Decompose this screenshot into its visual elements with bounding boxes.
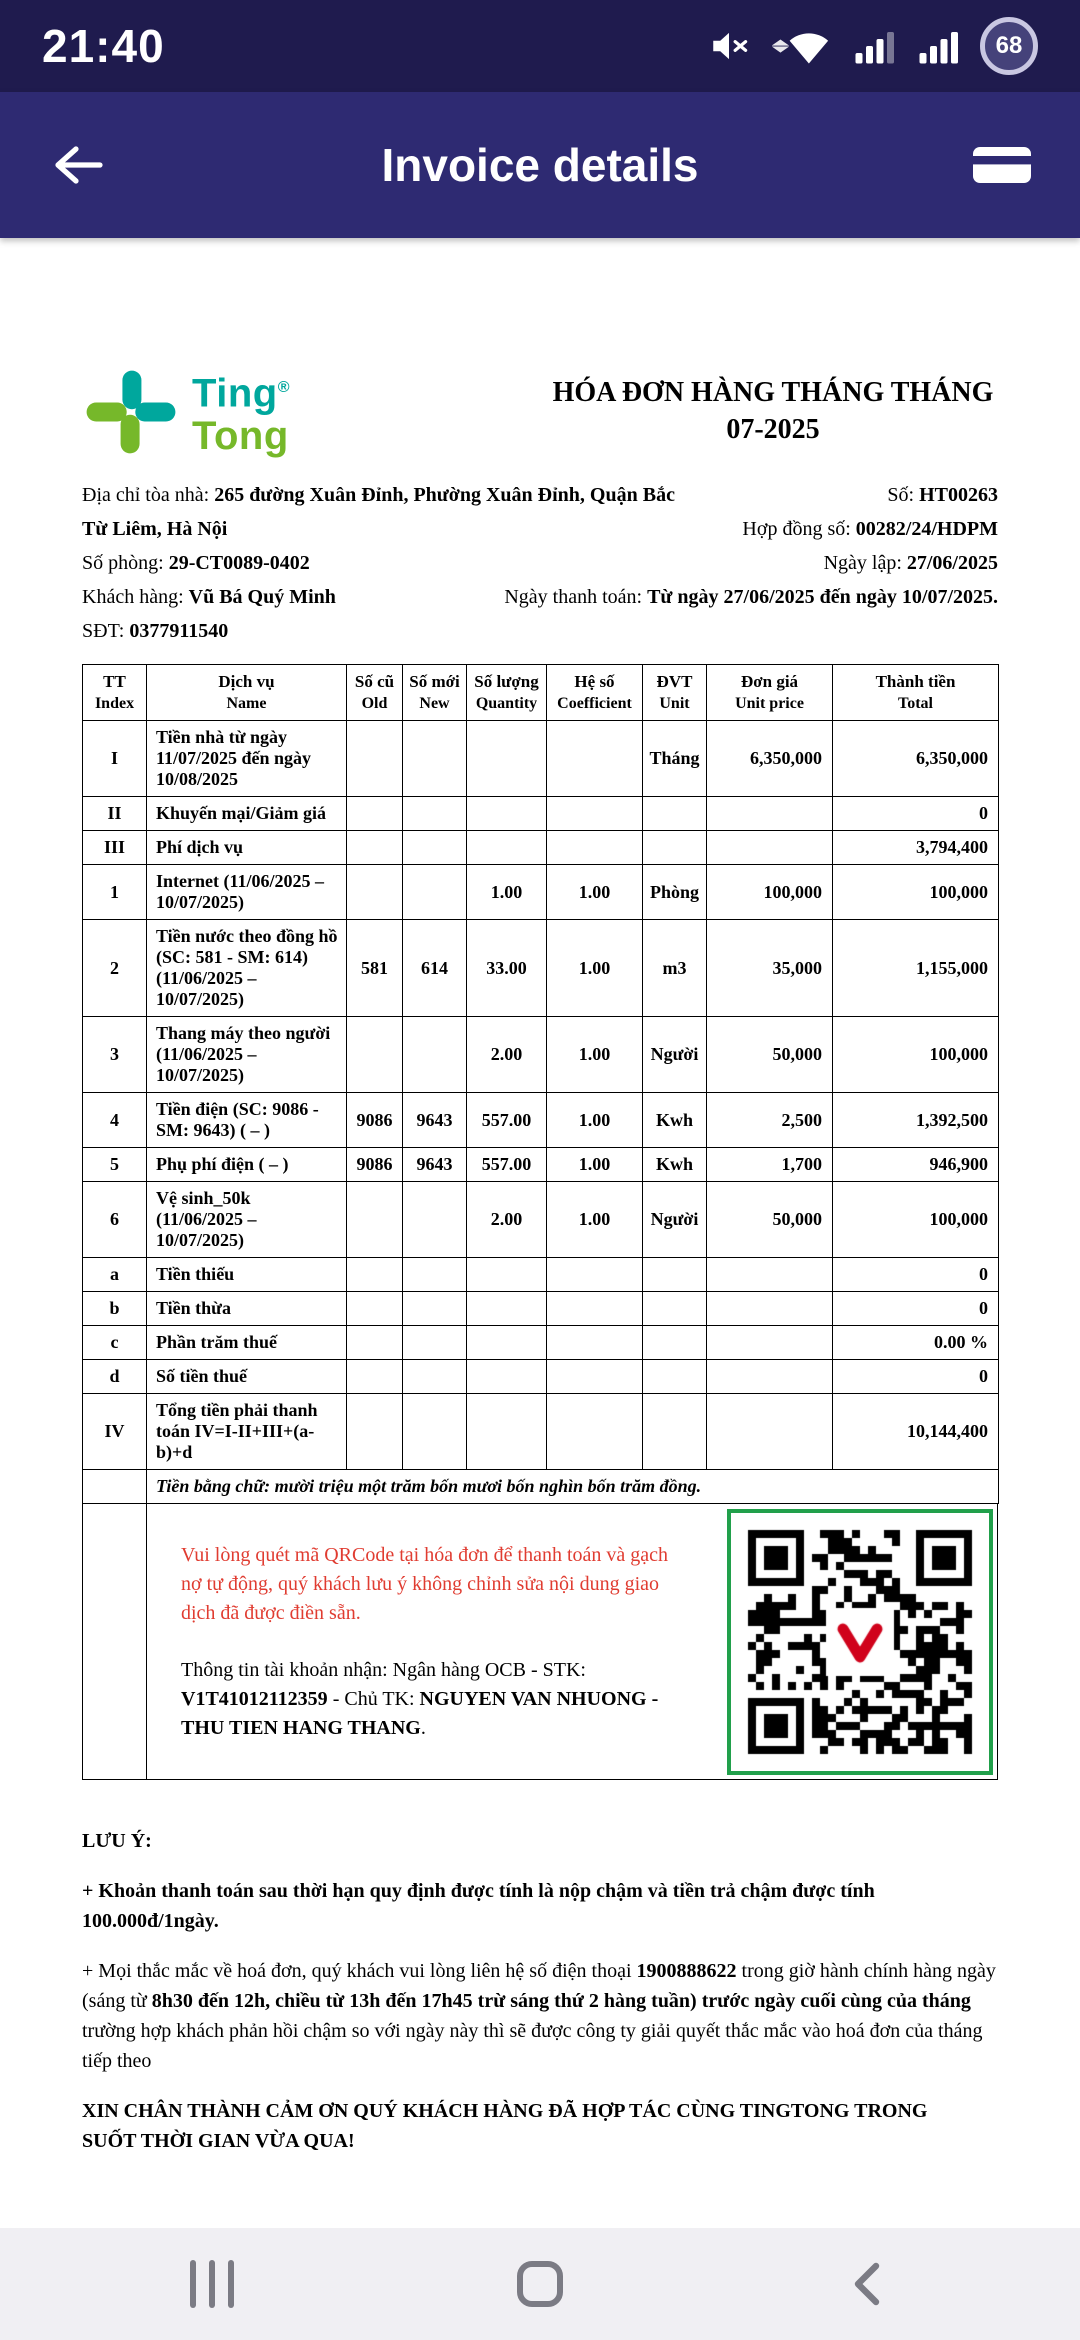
cell-coef: 1.00 bbox=[547, 865, 643, 920]
cell-qty bbox=[467, 721, 547, 797]
wifi-icon bbox=[772, 25, 830, 67]
cell-unit bbox=[643, 1394, 707, 1470]
cell-qty: 1.00 bbox=[467, 865, 547, 920]
registered-mark: ® bbox=[277, 379, 290, 397]
card-button[interactable] bbox=[954, 115, 1050, 215]
cell-index: c bbox=[83, 1326, 147, 1360]
qr-section-spacer bbox=[83, 1504, 147, 1779]
cell-new bbox=[403, 1326, 467, 1360]
cell-coef bbox=[547, 721, 643, 797]
cell-unit: Phòng bbox=[643, 865, 707, 920]
col-header-unit: ĐVT Unit bbox=[643, 665, 707, 721]
cell-new bbox=[403, 1394, 467, 1470]
nav-back-button[interactable] bbox=[830, 2246, 906, 2322]
cell-qty bbox=[467, 1258, 547, 1292]
cell-unit bbox=[643, 1292, 707, 1326]
col-header-new: Số mới New bbox=[403, 665, 467, 721]
cell-index: 5 bbox=[83, 1148, 147, 1182]
cell-unit bbox=[643, 1360, 707, 1394]
cell-old bbox=[347, 797, 403, 831]
cell-old: 581 bbox=[347, 920, 403, 1017]
cell-qty: 557.00 bbox=[467, 1093, 547, 1148]
cell-name: Tiền thiếu bbox=[147, 1258, 347, 1292]
cell-index: 1 bbox=[83, 865, 147, 920]
cell-coef bbox=[547, 1394, 643, 1470]
cell-qty bbox=[467, 831, 547, 865]
table-row bbox=[83, 865, 999, 920]
cell-price bbox=[707, 797, 833, 831]
col-header-total: Thành tiền Total bbox=[833, 665, 999, 721]
invoice-number-line: Số: HT00263 bbox=[887, 484, 998, 506]
customer-line: Khách hàng: Vũ Bá Quý Minh bbox=[82, 586, 336, 608]
cell-old: 9086 bbox=[347, 1148, 403, 1182]
cell-old bbox=[347, 1017, 403, 1093]
battery-indicator bbox=[980, 17, 1038, 75]
cell-index: 4 bbox=[83, 1093, 147, 1148]
cell-qty: 2.00 bbox=[467, 1182, 547, 1258]
chevron-left-icon bbox=[848, 2260, 888, 2308]
status-bar bbox=[0, 0, 1080, 92]
cell-old bbox=[347, 831, 403, 865]
cell-unit: Tháng bbox=[643, 721, 707, 797]
cell-total: 100,000 bbox=[833, 865, 999, 920]
cell-price: 2,500 bbox=[707, 1093, 833, 1148]
cell-old bbox=[347, 721, 403, 797]
cell-new: 9643 bbox=[403, 1093, 467, 1148]
invoice-document[interactable] bbox=[0, 238, 1080, 2236]
cell-unit: Kwh bbox=[643, 1093, 707, 1148]
cell-price: 100,000 bbox=[707, 865, 833, 920]
cell-old: 9086 bbox=[347, 1093, 403, 1148]
note-hotline: + Mọi thắc mắc về hoá đơn, quý khách vui lòng liên hệ số điện thoại 1900888622 trong giờ hành chính hàng ngày (sáng từ 8h30 đến 12h, chiều từ 13h đến 17h45 trừ sáng thứ 2 hàng tuần) trước ngày cuối cùng của tháng trường hợp khách phản hồi chậm so với ngày này thì sẽ được công ty giải quyết thắc mắc vào hoá đơn của tháng tiếp theo bbox=[82, 1960, 996, 2072]
cell-new bbox=[403, 1360, 467, 1394]
cell-price bbox=[707, 1258, 833, 1292]
qr-section-texts bbox=[147, 1504, 727, 1779]
recents-button[interactable] bbox=[174, 2246, 250, 2322]
invoice-table bbox=[82, 664, 999, 1504]
cell-unit bbox=[643, 1326, 707, 1360]
cell-total: 100,000 bbox=[833, 1017, 999, 1093]
signal-icon-sim1 bbox=[852, 25, 894, 67]
cell-total: 100,000 bbox=[833, 1182, 999, 1258]
notes-section bbox=[82, 1826, 998, 2156]
cell-new bbox=[403, 831, 467, 865]
invoice-info bbox=[82, 478, 998, 648]
cell-name: Tiền nước theo đồng hồ (SC: 581 - SM: 614) (11/06/2025 – 10/07/2025) bbox=[147, 920, 347, 1017]
qr-code-canvas bbox=[740, 1522, 980, 1762]
cell-old bbox=[347, 1292, 403, 1326]
account-info: Thông tin tài khoản nhận: Ngân hàng OCB - STK: V1T41012112359 - Chủ TK: NGUYEN VAN NHUONG - THU TIEN HANG THANG. bbox=[181, 1658, 659, 1739]
cell-index: b bbox=[83, 1292, 147, 1326]
cell-old bbox=[347, 1394, 403, 1470]
table-row bbox=[83, 831, 999, 865]
cell-qty: 33.00 bbox=[467, 920, 547, 1017]
cell-coef bbox=[547, 1326, 643, 1360]
status-icons bbox=[708, 17, 1038, 75]
card-icon bbox=[970, 140, 1034, 190]
cell-coef bbox=[547, 1360, 643, 1394]
cell-total: 946,900 bbox=[833, 1148, 999, 1182]
cell-price bbox=[707, 1292, 833, 1326]
cell-unit: Người bbox=[643, 1017, 707, 1093]
cell-price bbox=[707, 1394, 833, 1470]
cell-new bbox=[403, 1292, 467, 1326]
status-time: 21:40 bbox=[42, 20, 165, 72]
cell-price bbox=[707, 1360, 833, 1394]
cell-index: IV bbox=[83, 1394, 147, 1470]
cell-total: 0 bbox=[833, 797, 999, 831]
cell-coef bbox=[547, 831, 643, 865]
table-row bbox=[83, 1394, 999, 1470]
col-header-qty: Số lượng Quantity bbox=[467, 665, 547, 721]
cell-index: III bbox=[83, 831, 147, 865]
cell-total: 0 bbox=[833, 1292, 999, 1326]
cell-coef bbox=[547, 1258, 643, 1292]
cell-qty bbox=[467, 1326, 547, 1360]
table-row bbox=[83, 1017, 999, 1093]
table-row bbox=[83, 1148, 999, 1182]
recents-icon bbox=[190, 2260, 234, 2308]
cell-new bbox=[403, 1258, 467, 1292]
cell-new bbox=[403, 1182, 467, 1258]
cell-name: Internet (11/06/2025 – 10/07/2025) bbox=[147, 865, 347, 920]
cell-old bbox=[347, 865, 403, 920]
cell-coef: 1.00 bbox=[547, 1182, 643, 1258]
table-header-row bbox=[83, 665, 999, 721]
cell-price bbox=[707, 831, 833, 865]
cell-name: Tiền thừa bbox=[147, 1292, 347, 1326]
cell-total: 1,155,000 bbox=[833, 920, 999, 1017]
cell-price: 50,000 bbox=[707, 1182, 833, 1258]
cell-qty bbox=[467, 1360, 547, 1394]
cell-name: Vệ sinh_50k (11/06/2025 – 10/07/2025) bbox=[147, 1182, 347, 1258]
cell-coef: 1.00 bbox=[547, 1093, 643, 1148]
cell-index: I bbox=[83, 721, 147, 797]
table-row bbox=[83, 797, 999, 831]
cell-new: 614 bbox=[403, 920, 467, 1017]
cell-unit: Người bbox=[643, 1182, 707, 1258]
tingtong-logo-icon bbox=[82, 366, 180, 458]
cell-coef: 1.00 bbox=[547, 1017, 643, 1093]
cell-total: 0 bbox=[833, 1360, 999, 1394]
cell-name: Tổng tiền phải thanh toán IV=I-II+III+(a-b)+d bbox=[147, 1394, 347, 1470]
cell-coef: 1.00 bbox=[547, 1148, 643, 1182]
cell-index: a bbox=[83, 1258, 147, 1292]
cell-price bbox=[707, 1326, 833, 1360]
notes-heading: LƯU Ý: bbox=[82, 1830, 152, 1852]
home-button[interactable] bbox=[502, 2246, 578, 2322]
amount-in-words-row bbox=[83, 1470, 999, 1504]
room-line: Số phòng: 29-CT0089-0402 bbox=[82, 552, 310, 574]
cell-unit bbox=[643, 831, 707, 865]
cell-name: Tiền điện (SC: 9086 - SM: 9643) ( – ) bbox=[147, 1093, 347, 1148]
back-button[interactable] bbox=[30, 115, 126, 215]
invoice-table-head bbox=[83, 665, 999, 721]
cell-unit bbox=[643, 797, 707, 831]
mute-icon bbox=[708, 25, 750, 67]
app-bar bbox=[0, 92, 1080, 238]
cell-old bbox=[347, 1258, 403, 1292]
col-header-old: Số cũ Old bbox=[347, 665, 403, 721]
col-header-coef: Hệ số Coefficient bbox=[547, 665, 643, 721]
cell-old bbox=[347, 1182, 403, 1258]
cell-new bbox=[403, 797, 467, 831]
cell-new bbox=[403, 721, 467, 797]
contract-line: Hợp đồng số: 00282/24/HDPM bbox=[742, 518, 998, 540]
signal-icon-sim2 bbox=[916, 25, 958, 67]
cell-total: 10,144,400 bbox=[833, 1394, 999, 1470]
table-row bbox=[83, 1326, 999, 1360]
cell-total: 0 bbox=[833, 1258, 999, 1292]
cell-qty bbox=[467, 1292, 547, 1326]
table-row bbox=[83, 1292, 999, 1326]
table-row bbox=[83, 920, 999, 1017]
table-row bbox=[83, 1182, 999, 1258]
payment-date-line: Ngày thanh toán: Từ ngày 27/06/2025 đến ngày 10/07/2025. bbox=[504, 586, 998, 608]
qr-code bbox=[727, 1509, 993, 1775]
table-row bbox=[83, 1360, 999, 1394]
note-late-payment: + Khoản thanh toán sau thời hạn quy định được tính là nộp chậm và tiền trả chậm được tính 100.000đ/1ngày. bbox=[82, 1880, 875, 1932]
cell-price: 35,000 bbox=[707, 920, 833, 1017]
cell-coef bbox=[547, 1292, 643, 1326]
issue-date-line: Ngày lập: 27/06/2025 bbox=[823, 552, 998, 574]
cell-name: Thang máy theo người (11/06/2025 – 10/07/2025) bbox=[147, 1017, 347, 1093]
cell-price: 50,000 bbox=[707, 1017, 833, 1093]
cell-total: 0.00 % bbox=[833, 1326, 999, 1360]
cell-price: 6,350,000 bbox=[707, 721, 833, 797]
cell-index: 2 bbox=[83, 920, 147, 1017]
cell-unit: m3 bbox=[643, 920, 707, 1017]
cell-unit: Kwh bbox=[643, 1148, 707, 1182]
cell-qty: 2.00 bbox=[467, 1017, 547, 1093]
cell-new bbox=[403, 865, 467, 920]
logo-text-tong: Tong bbox=[192, 413, 289, 458]
table-row bbox=[83, 721, 999, 797]
logo-text-ting: Ting® bbox=[192, 371, 290, 416]
battery-percent: 68 bbox=[995, 32, 1023, 59]
qr-section bbox=[82, 1504, 998, 1780]
cell-qty bbox=[467, 797, 547, 831]
cell-total: 3,794,400 bbox=[833, 831, 999, 865]
cell-index: 6 bbox=[83, 1182, 147, 1258]
cell-name: Khuyến mại/Giảm giá bbox=[147, 797, 347, 831]
cell-name: Tiền nhà từ ngày 11/07/2025 đến ngày 10/08/2025 bbox=[147, 721, 347, 797]
page-title: Invoice details bbox=[381, 139, 699, 191]
table-row bbox=[83, 1093, 999, 1148]
cell-total: 1,392,500 bbox=[833, 1093, 999, 1148]
home-icon bbox=[517, 2261, 563, 2307]
cell-old bbox=[347, 1326, 403, 1360]
cell-name: Phí dịch vụ bbox=[147, 831, 347, 865]
cell-old bbox=[347, 1360, 403, 1394]
cell-index: II bbox=[83, 797, 147, 831]
qr-notice: Vui lòng quét mã QRCode tại hóa đơn để thanh toán và gạch nợ tự động, quý khách lưu ý không chỉnh sửa nội dung giao dịch đã được điền sẵn. bbox=[181, 1543, 669, 1624]
cell-unit bbox=[643, 1258, 707, 1292]
col-header-price: Đơn giá Unit price bbox=[707, 665, 833, 721]
amount-in-words: Tiền bằng chữ: mười triệu một trăm bốn mươi bốn nghìn bốn trăm đồng. bbox=[147, 1470, 999, 1504]
doc-header bbox=[82, 366, 998, 458]
cell-total: 6,350,000 bbox=[833, 721, 999, 797]
cell-index: 3 bbox=[83, 1017, 147, 1093]
cell-price: 1,700 bbox=[707, 1148, 833, 1182]
cell-new: 9643 bbox=[403, 1148, 467, 1182]
cell-index: d bbox=[83, 1360, 147, 1394]
cell-coef bbox=[547, 797, 643, 831]
navigation-bar bbox=[0, 2228, 1080, 2340]
cell-name: Phần trăm thuế bbox=[147, 1326, 347, 1360]
cell-coef: 1.00 bbox=[547, 920, 643, 1017]
phone-line: SĐT: 0377911540 bbox=[82, 620, 229, 642]
col-header-index: TT Index bbox=[83, 665, 147, 721]
cell-qty: 557.00 bbox=[467, 1148, 547, 1182]
logo-text bbox=[192, 367, 290, 456]
cell-index bbox=[83, 1470, 147, 1504]
arrow-left-icon bbox=[50, 141, 106, 189]
invoice-table-body bbox=[83, 721, 999, 1504]
cell-qty bbox=[467, 1394, 547, 1470]
table-row bbox=[83, 1258, 999, 1292]
cell-name: Số tiền thuế bbox=[147, 1360, 347, 1394]
tingtong-logo bbox=[82, 366, 290, 458]
cell-new bbox=[403, 1017, 467, 1093]
col-header-name: Dịch vụ Name bbox=[147, 665, 347, 721]
address-line: Địa chỉ tòa nhà: 265 đường Xuân Đỉnh, Phường Xuân Đỉnh, Quận Bắc Từ Liêm, Hà Nội bbox=[82, 484, 675, 540]
info-right-column bbox=[504, 478, 998, 614]
invoice-title: HÓA ĐƠN HÀNG THÁNG THÁNG 07-2025 bbox=[552, 377, 994, 445]
cell-name: Phụ phí điện ( – ) bbox=[147, 1148, 347, 1182]
thanks-message: XIN CHÂN THÀNH CẢM ƠN QUÝ KHÁCH HÀNG ĐÃ HỢP TÁC CÙNG TINGTONG TRONG SUỐT THỜI GIAN VỪA QUA! bbox=[82, 2100, 928, 2152]
